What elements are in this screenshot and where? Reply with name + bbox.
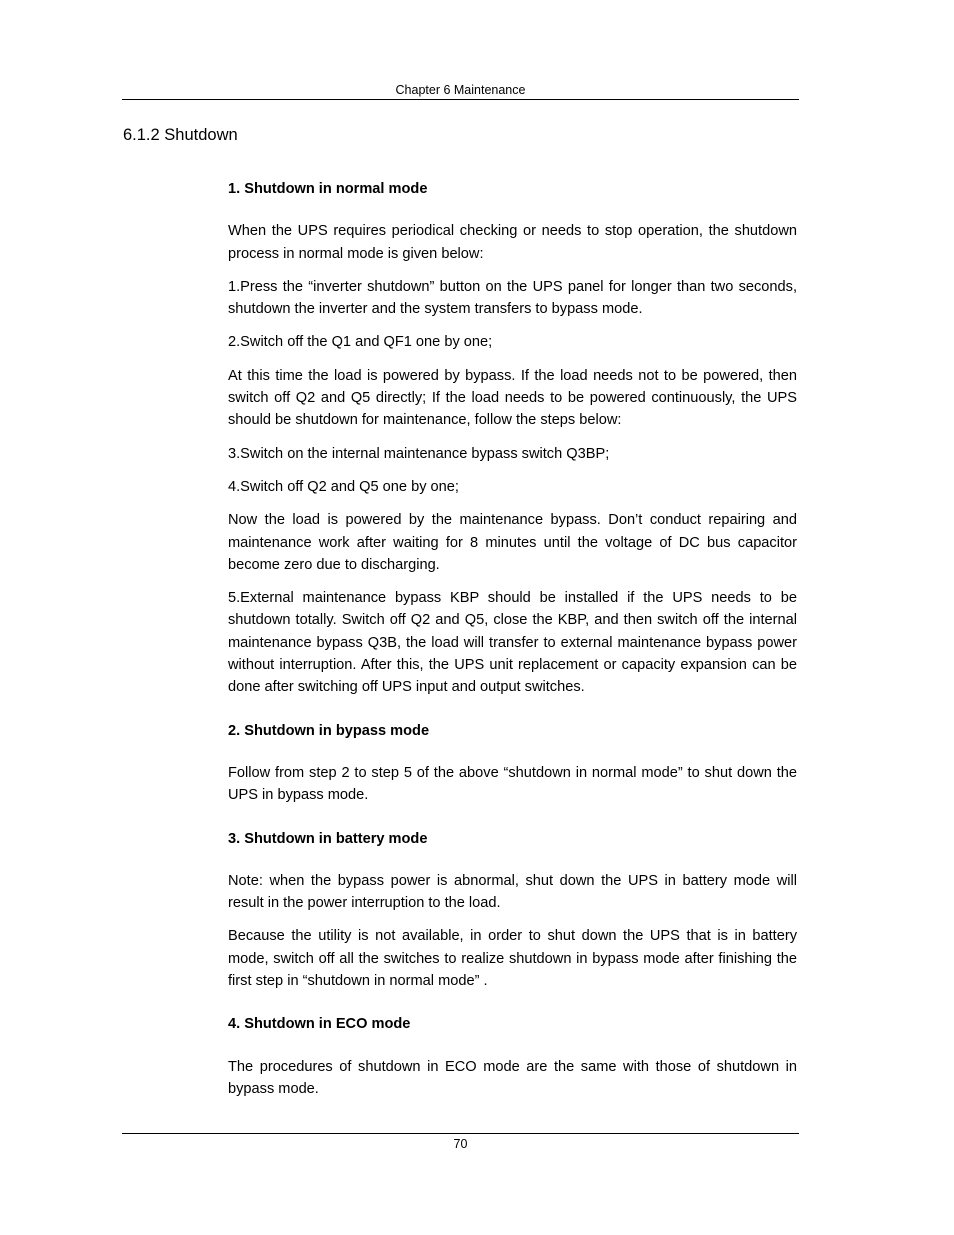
- step-item: 5.External maintenance bypass KBP should be installed if the UPS needs to be shutdown totally. Switch off Q2 and Q5, close the KBP, and then switch off the internal maintenance bypass Q3B, the load will transfer to external maintenance bypass power without interruption. After this, the UPS unit replacement or capacity expansion can be done after switching off UPS input and output switches.: [228, 590, 797, 696]
- subsection-battery-mode: [228, 828, 797, 993]
- section-heading: 6.1.2 Shutdown: [123, 126, 238, 144]
- paragraph: Because the utility is not available, in order to shut down the UPS that is in battery mode, switch off all the switches to realize shutdown in bypass mode after finishing the first step in “shutdown in normal mode” .: [228, 928, 797, 990]
- subsection-heading: 4. Shutdown in ECO mode: [228, 1016, 411, 1033]
- subsection-heading: 1. Shutdown in normal mode: [228, 181, 428, 197]
- page-number: 70: [453, 1137, 468, 1151]
- paragraph: At this time the load is powered by bypass. If the load needs not to be powered, then switch off Q2 and Q5 directly; If the load needs to be powered continuously, the UPS should be shutdown for maintenance, follow the steps below:: [228, 367, 797, 429]
- paragraph: When the UPS requires periodical checking or needs to stop operation, the shutdown process in normal mode is given below:: [228, 223, 797, 262]
- running-header: Chapter 6 Maintenance: [395, 83, 526, 97]
- subsection-eco-mode: [228, 1013, 797, 1100]
- body-text: [228, 178, 797, 1111]
- step-item: 3.Switch on the internal maintenance bypass switch Q3BP;: [228, 445, 610, 462]
- subsection-normal-mode: [228, 178, 797, 699]
- header-rule: [122, 99, 799, 100]
- paragraph: Note: when the bypass power is abnormal, shut down the UPS in battery mode will result in the power interruption to the load.: [228, 872, 797, 912]
- paragraph: The procedures of shutdown in ECO mode are the same with those of shutdown in bypass mode.: [228, 1058, 797, 1097]
- step-item: 1.Press the “inverter shutdown” button on the UPS panel for longer than two seconds, shutdown the inverter and the system transfers to bypass mode.: [228, 278, 797, 318]
- step-item: 2.Switch off the Q1 and QF1 one by one;: [228, 334, 493, 351]
- paragraph: Follow from step 2 to step 5 of the above “shutdown in normal mode” to shut down the UPS in bypass mode.: [228, 764, 797, 804]
- footer-rule: [122, 1133, 799, 1134]
- subsection-heading: 3. Shutdown in battery mode: [228, 830, 428, 847]
- subsection-bypass-mode: [228, 720, 797, 807]
- paragraph: Now the load is powered by the maintenance bypass. Don’t conduct repairing and maintenance work after waiting for 8 minutes until the voltage of DC bus capacitor become zero due to discharging.: [228, 512, 797, 573]
- step-item: 4.Switch off Q2 and Q5 one by one;: [228, 478, 459, 495]
- subsection-heading: 2. Shutdown in bypass mode: [228, 722, 430, 739]
